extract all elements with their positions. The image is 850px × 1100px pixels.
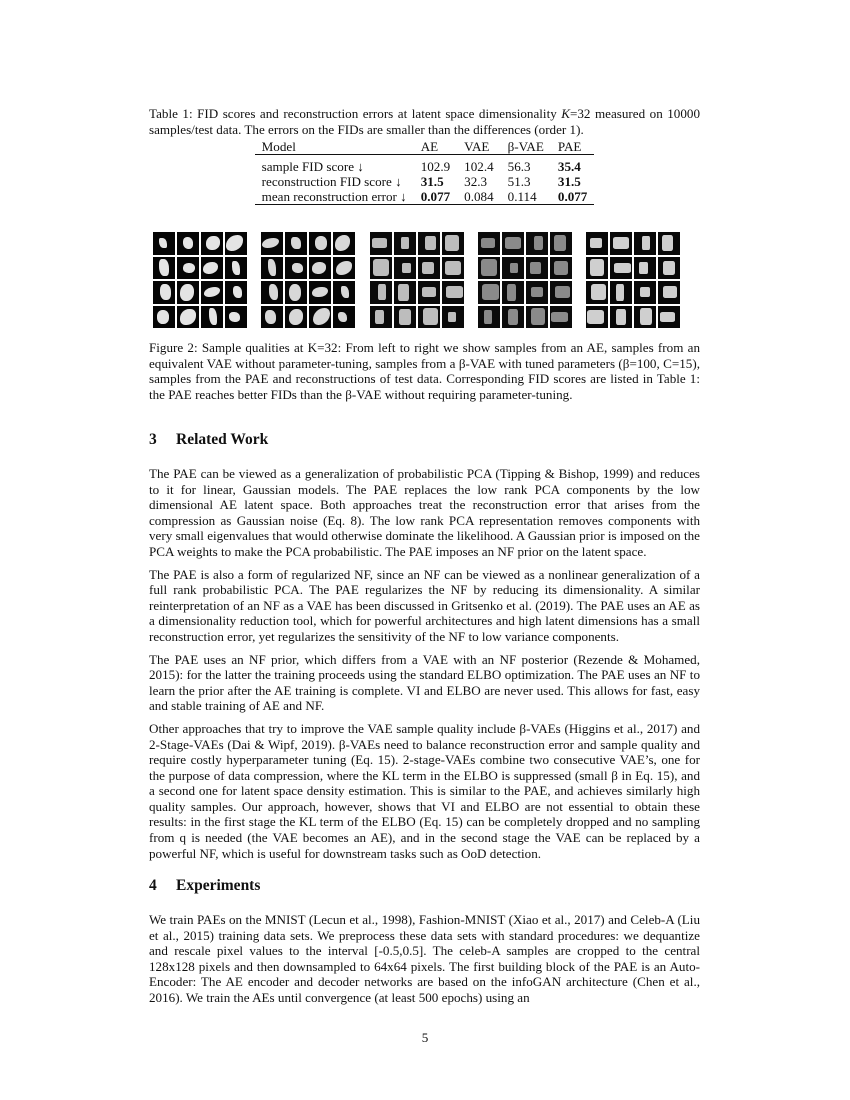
sample-image xyxy=(333,232,355,255)
sample-image xyxy=(418,232,440,255)
paragraph: We train PAEs on the MNIST (Lecun et al., 1998), Fashion-MNIST (Xiao et al., 2017) and Celeb-A (Liu et al., 2015) training data sets. We preprocess these data sets with standard procedures: we dequantize and rescale pixel values to the interval [-0.5,0.5]. The celeb-A samples are cropped to the central 128x128 pixels and then downsampled to 64x64 pixels. The first building block of the PAE is an Auto-Encoder: The AE encoder and decoder networks are based on the infoGAN architecture (Chen et al., 2016). We train the AEs until convergence (at least 500 epochs) using an xyxy=(149,912,700,1005)
sample-image xyxy=(370,281,392,304)
sample-image xyxy=(153,281,175,304)
sample-image xyxy=(634,232,656,255)
table-cell: 35.4 xyxy=(557,159,581,175)
sample-image xyxy=(610,281,632,304)
section4 xyxy=(149,877,700,1006)
sample-image xyxy=(586,281,608,304)
row-label: mean reconstruction error ↓ xyxy=(261,189,407,205)
sample-image xyxy=(285,281,307,304)
sample-image xyxy=(309,306,331,329)
sample-image xyxy=(418,306,440,329)
sample-image xyxy=(153,232,175,255)
sample-image xyxy=(333,257,355,280)
sample-image xyxy=(586,257,608,280)
sample-image xyxy=(153,306,175,329)
table1-block xyxy=(149,106,700,205)
table-header-row xyxy=(255,139,595,155)
pae-samples-panel xyxy=(478,232,572,328)
sample-image xyxy=(658,281,680,304)
sample-image xyxy=(261,232,283,255)
sample-image xyxy=(610,306,632,329)
sample-image xyxy=(550,281,572,304)
row-label: reconstruction FID score ↓ xyxy=(261,174,402,190)
sample-image xyxy=(610,257,632,280)
sample-image xyxy=(478,306,500,329)
col-pae: PAE xyxy=(557,139,582,155)
sample-image xyxy=(201,232,223,255)
sample-image xyxy=(502,232,524,255)
sample-image xyxy=(502,306,524,329)
table-cell: 56.3 xyxy=(507,159,531,175)
sample-image xyxy=(478,281,500,304)
sample-image xyxy=(370,232,392,255)
table1-caption-a: Table 1: FID scores and reconstruction errors at latent space dimensionality xyxy=(149,106,562,121)
sample-image xyxy=(261,306,283,329)
sample-image xyxy=(478,232,500,255)
sample-image xyxy=(634,257,656,280)
sample-image xyxy=(502,281,524,304)
sample-image xyxy=(550,232,572,255)
sample-image xyxy=(285,257,307,280)
sample-image xyxy=(526,306,548,329)
figure2-image-strip xyxy=(153,232,686,328)
col-vae: VAE xyxy=(464,139,490,155)
sample-image xyxy=(658,257,680,280)
table-row xyxy=(255,189,595,205)
sample-image xyxy=(177,306,199,329)
sample-image xyxy=(634,306,656,329)
section3-number: 3 xyxy=(149,431,157,448)
sample-image xyxy=(309,257,331,280)
vae-samples-panel xyxy=(261,232,355,328)
sample-image xyxy=(285,232,307,255)
sample-image xyxy=(177,257,199,280)
table-cell: 102.9 xyxy=(420,159,451,175)
paragraph: The PAE is also a form of regularized NF, since an NF can be viewed as a nonlinear generalization of a full rank probabilistic PCA. The PAE regularizes the NF by reducing its dimensionality. A similar reinterpretation of an NF as a VAE has been discussed in Gritsenko et al. (2019). The PAE uses an AE as a dimensionality reduction tool, which for powerful architectures and high latent dimensions has a small reconstruction error, yet regularizes the sensitivity of the NF to low variance components. xyxy=(149,566,700,644)
sample-image xyxy=(261,281,283,304)
table-cell: 0.077 xyxy=(557,189,588,205)
section4-heading xyxy=(149,877,700,895)
sample-image xyxy=(370,306,392,329)
sample-image xyxy=(442,257,464,280)
row-label: sample FID score ↓ xyxy=(261,159,364,175)
sample-image xyxy=(394,306,416,329)
sample-image xyxy=(526,257,548,280)
sample-image xyxy=(442,306,464,329)
col-ae: AE xyxy=(420,139,439,155)
section4-title: Experiments xyxy=(176,877,261,894)
sample-image xyxy=(394,232,416,255)
sample-image xyxy=(225,257,247,280)
table-cell: 0.114 xyxy=(507,189,537,205)
sample-image xyxy=(610,232,632,255)
beta-vae-samples-panel xyxy=(370,232,464,328)
sample-image xyxy=(201,281,223,304)
sample-image xyxy=(333,306,355,329)
table1-caption-b: =32 measured on 10000 samples/test data. The errors on the FIDs are smaller than the differences (order 1). xyxy=(149,106,700,137)
sample-image xyxy=(658,306,680,329)
sample-image xyxy=(370,257,392,280)
sample-image xyxy=(586,306,608,329)
sample-image xyxy=(177,281,199,304)
sample-image xyxy=(309,232,331,255)
col-beta-vae: β-VAE xyxy=(507,139,544,155)
paragraph: The PAE can be viewed as a generalization of probabilistic PCA (Tipping & Bishop, 1999) and reduces to it for linear, Gaussian models. The PAE replaces the low rank PCA components by the low dimensional AE latent space. Both approaches treat the reconstruction error that arises from the compression as Gaussian noise (Eq. 8). The low rank PCA representation removes components with very small eigenvalues that would otherwise dominate the likelihood. A Gaussian prior is imposed on the PCA weights to make the PCA probabilistic. The PAE imposes an NF prior on the latent space. xyxy=(149,466,700,559)
paragraph: The PAE uses an NF prior, which differs from a VAE with an NF posterior (Rezende & Mohamed, 2015): for the latter the training proceeds using the standard ELBO optimization. The PAE uses an NF to learn the prior after the AE training is complete. VI and ELBO are never used. This allows for fast, easy and stable training of AE and NF. xyxy=(149,651,700,714)
table-cell: 31.5 xyxy=(557,174,581,190)
table-row xyxy=(255,174,595,189)
section3-heading xyxy=(149,431,700,449)
sample-image xyxy=(442,281,464,304)
sample-image xyxy=(153,257,175,280)
sample-image xyxy=(309,281,331,304)
sample-image xyxy=(225,306,247,329)
table-cell: 0.077 xyxy=(420,189,451,205)
sample-image xyxy=(394,281,416,304)
table-cell: 51.3 xyxy=(507,174,531,190)
section3-title: Related Work xyxy=(176,431,269,448)
figure2-caption: Figure 2: Sample qualities at K=32: From left to right we show samples from an AE, samples from an equivalent VAE without parameter-tuning, samples from a β-VAE with tuned parameters (β=100, C=15), samples from the PAE and reconstructions of test data. Corresponding FID scores are listed in Table 1: the PAE reaches better FIDs than the β-VAE without requiring parameter-tuning. xyxy=(149,340,700,402)
sample-image xyxy=(442,232,464,255)
sample-image xyxy=(418,257,440,280)
table-row xyxy=(255,155,595,175)
sample-image xyxy=(201,306,223,329)
ae-samples-panel xyxy=(153,232,247,328)
sample-image xyxy=(550,306,572,329)
sample-image xyxy=(225,281,247,304)
sample-image xyxy=(586,232,608,255)
sample-image xyxy=(225,232,247,255)
section4-number: 4 xyxy=(149,877,157,894)
sample-image xyxy=(526,232,548,255)
fid-table xyxy=(255,139,595,205)
table-cell: 32.3 xyxy=(464,174,488,190)
sample-image xyxy=(526,281,548,304)
sample-image xyxy=(201,257,223,280)
paragraph: Other approaches that try to improve the VAE sample quality include β-VAEs (Higgins et al., 2017) and 2-Stage-VAEs (Dai & Wipf, 2019). β-VAEs need to balance reconstruction error and sample quality and require costly hyperparameter tuning (Eq. 15). 2-stage-VAEs combine two consecutive VAE’s, one for the purpose of data compression, where the KL term in the ELBO is suppressed (small β in Eq. 15), and a second one for latent space density estimation. This is similar to the PAE, and achieves similarly high quality samples. Our approach, however, shows that VI and ELBO are not essential to obtain these results: in the first stage the KL term of the ELBO (Eq. 15) can be completely dropped and no sampling from q is needed (the VAE becomes an AE), and in the second stage the VAE can be replaced by a powerful NF, which is useful for downstream tasks such as OoD detection. xyxy=(149,720,700,861)
sample-image xyxy=(550,257,572,280)
sample-image xyxy=(285,306,307,329)
sample-image xyxy=(658,232,680,255)
reconstructions-panel xyxy=(586,232,680,328)
sample-image xyxy=(418,281,440,304)
sample-image xyxy=(502,257,524,280)
page-number: 5 xyxy=(421,1030,429,1045)
sample-image xyxy=(394,257,416,280)
sample-image xyxy=(333,281,355,304)
sample-image xyxy=(478,257,500,280)
sample-image xyxy=(634,281,656,304)
table-cell: 102.4 xyxy=(464,159,494,175)
sample-image xyxy=(261,257,283,280)
table-cell: 31.5 xyxy=(420,174,444,190)
sample-image xyxy=(177,232,199,255)
table1-caption-math: K xyxy=(561,106,570,121)
section3 xyxy=(149,431,700,861)
col-model: Model xyxy=(261,139,296,155)
table-cell: 0.084 xyxy=(464,189,494,205)
